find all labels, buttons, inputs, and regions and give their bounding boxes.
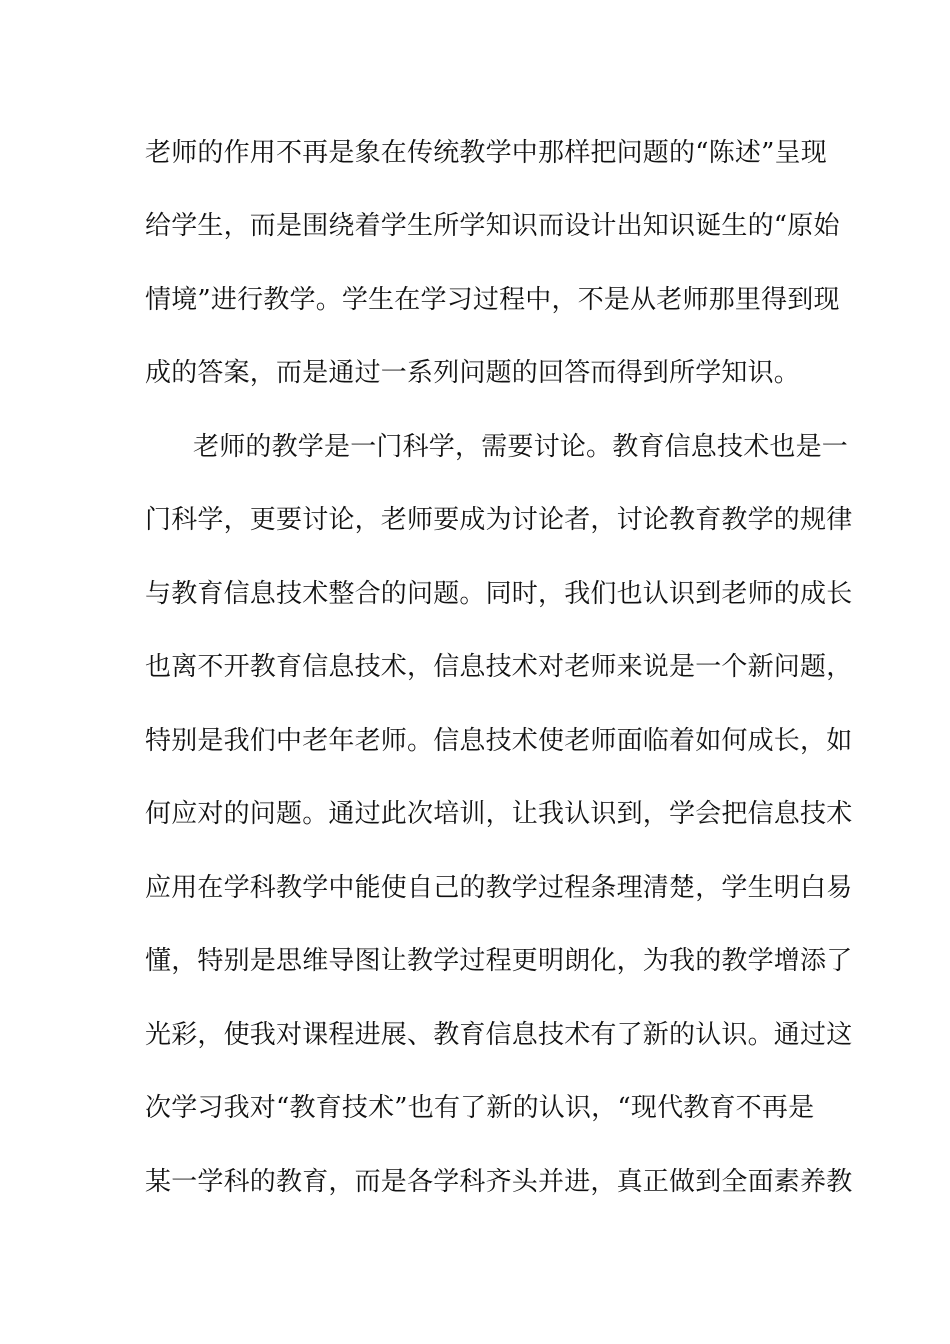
text-line: 何应对的问题。通过此次培训，让我认识到，学会把信息技术 (145, 799, 853, 829)
text-line: 给学生，而是围绕着学生所学知识而设计出知识诞生的“原始 (145, 211, 840, 241)
paragraph-first-line: 老师的教学是一门科学，需要讨论。教育信息技术也是一 (193, 432, 849, 462)
text-line: 次学习我对“教育技术”也有了新的认识，“现代教育不再是 (145, 1093, 815, 1123)
text-line: 也离不开教育信息技术，信息技术对老师来说是一个新问题， (145, 652, 853, 682)
text-line: 老师的作用不再是象在传统教学中那样把问题的“陈述”呈现 (145, 138, 827, 168)
text-line: 特别是我们中老年老师。信息技术使老师面临着如何成长，如 (145, 726, 853, 756)
text-line: 门科学，更要讨论，老师要成为讨论者，讨论教育教学的规律 (145, 505, 853, 535)
text-line: 应用在学科教学中能使自己的教学过程条理清楚，学生明白易 (145, 873, 853, 903)
text-line: 情境”进行教学。学生在学习过程中，不是从老师那里得到现 (145, 285, 840, 315)
text-line: 与教育信息技术整合的问题。同时，我们也认识到老师的成长 (145, 579, 853, 609)
text-line: 某一学科的教育，而是各学科齐头并进，真正做到全面素养教 (145, 1167, 853, 1197)
text-line: 光彩，使我对课程进展、教育信息技术有了新的认识。通过这 (145, 1020, 853, 1050)
text-line: 懂，特别是思维导图让教学过程更明朗化，为我的教学增添了 (145, 946, 853, 976)
text-line: 成的答案，而是通过一系列问题的回答而得到所学知识。 (145, 358, 801, 388)
